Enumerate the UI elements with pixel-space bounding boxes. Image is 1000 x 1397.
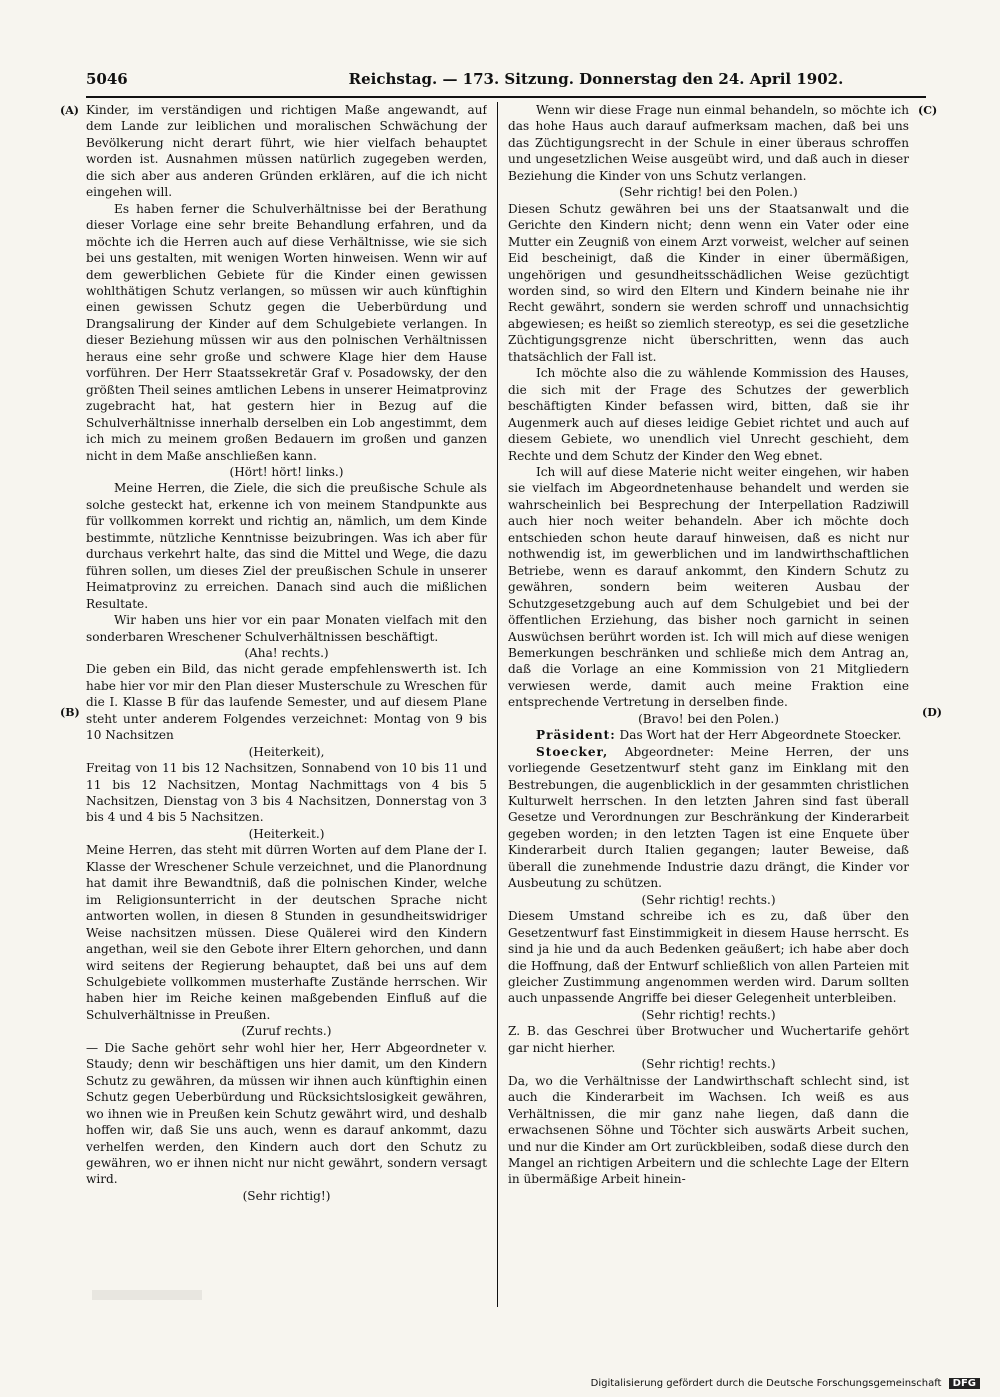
interjection: (Zuruf rechts.) — [241, 1024, 332, 1039]
right-text-column — [508, 102, 909, 1312]
interjection: (Heiterkeit), — [248, 744, 325, 759]
margin-mark-a: (A) — [60, 104, 79, 117]
paragraph: Wenn wir diese Frage nun einmal behandeln, so möchte ich das hohe Haus auch darauf aufmerksam machen, daß bei uns das Züchtigungsrecht in der Schule in einer überaus schroffen und ungesetzlichen Weise ausgeübt wird, und daß auch in dieser Beziehung die Kinder von uns Schutz verlangen. — [508, 103, 909, 183]
interjection: (Heiterkeit.) — [248, 826, 325, 841]
paragraph: Z. B. das Geschrei über Brotwucher und Wuchertarife gehört gar nicht hierher. — [508, 1024, 909, 1055]
paragraph: Präsident: Das Wort hat der Herr Abgeordnete Stoecker. — [536, 728, 902, 743]
page-header — [86, 66, 926, 92]
interjection: (Bravo! bei den Polen.) — [638, 711, 779, 726]
paragraph: Wir haben uns hier vor ein paar Monaten vielfach mit den sonderbaren Wreschener Schulverhältnissen beschäftigt. — [86, 613, 487, 644]
paragraph: Da, wo die Verhältnisse der Landwirthschaft schlecht sind, ist auch die Kinderarbeit im Wachsen. Ich weiß es aus Verhältnissen, die mir ganz nahe liegen, daß dann die erwachsenen Söhne und Töchter sich auswärts Arbeit suchen, und nur die Kinder am Ort zurückbleiben, sodaß diese durch den Mangel an richtigen Arbeitern und die schlechte Lage der Eltern in übermäßige Arbeit hinein- — [508, 1073, 909, 1187]
paragraph: Meine Herren, das steht mit dürren Worten auf dem Plane der I. Klasse der Wreschener Schule verzeichnet, und die Planordnung hat damit ihre Bewandtniß, daß die polnischen Kinder, welche im Religionsunterricht in der deutschen Sprache nicht antworten wollen, in diesen 8 Stunden in gesundheitswidriger Weise nachsitzen müssen. Diese Quälerei wird den Kindern angethan, weil sie den Gebote ihrer Eltern gehorchen, und dann wird seitens der Regierung behauptet, daß bei uns auf dem Schulgebiete vollkommen musterhafte Zustände herrschen. Wir haben hier im Reiche keinen maßgebenden Einfluß auf die Schulverhältnisse in Preußen. — [86, 843, 487, 1022]
paragraph: Freitag von 11 bis 12 Nachsitzen, Sonnabend von 10 bis 11 und 11 bis 12 Nachsitzen, Montag Nachmittags von 4 bis 5 Nachsitzen, Dienstag von 3 bis 4 Nachsitzen, Donnerstag von 3 bis 4 und 4 bis 5 Nachsitzen. — [86, 761, 487, 825]
dfg-logo: DFG — [949, 1378, 980, 1389]
interjection: (Sehr richtig! bei den Polen.) — [619, 185, 798, 200]
interjection: (Sehr richtig!) — [242, 1188, 331, 1203]
left-text-column — [86, 102, 487, 1312]
column-divider — [497, 102, 498, 1307]
speaker-name: Präsident: — [536, 728, 616, 743]
margin-mark-c: (C) — [918, 104, 938, 117]
header-rule — [86, 96, 926, 98]
footer — [591, 1378, 980, 1389]
interjection: (Hört! hört! links.) — [229, 464, 344, 479]
interjection: (Sehr richtig! rechts.) — [641, 1007, 776, 1022]
paragraph: — Die Sache gehört sehr wohl hier her, Herr Abgeordneter v. Staudy; denn wir beschäftigen uns hier damit, um den Kindern Schutz zu gewähren, da müssen wir ihnen auch künftighin einen Schutz gegen Ueberbürdung und Rücksichtslosigkeit gewähren, wo ihnen wie in Preußen kein Schutz gewährt wird, und deshalb hoffen wir, daß Sie uns auch, wenn es darauf ankommt, dazu verhelfen werden, den Kindern auch dort den Schutz zu gewähren, wo er ihnen nicht nur nicht gewährt, sondern versagt wird. — [86, 1040, 487, 1187]
interjection: (Sehr richtig! rechts.) — [641, 892, 776, 907]
margin-mark-b: (B) — [60, 706, 80, 719]
paragraph: Die geben ein Bild, das nicht gerade empfehlenswerth ist. Ich habe hier vor mir den Plan dieser Musterschule zu Wreschen für die I. Klasse B für das laufende Semester, und auf diesem Plane steht unter anderem Folgendes verzeichnet: Montag von 9 bis 10 Nachsitzen — [86, 662, 487, 743]
footer-credit: Digitalisierung gefördert durch die Deutsche Forschungsgemeinschaft — [590, 1378, 942, 1389]
interjection: (Aha! rechts.) — [244, 645, 329, 660]
interjection: (Sehr richtig! rechts.) — [641, 1057, 776, 1072]
page-number: 5046 — [86, 70, 128, 88]
paragraph: Es haben ferner die Schulverhältnisse bei der Berathung dieser Vorlage eine sehr breite Behandlung erfahren, und da möchte ich die Herren auch auf diese Verhältnisse, wie sie sich bei uns gestalten, mit wenigen Worten hinweisen. Wenn wir auf dem gewerblichen Gebiete für die Kinder einen gewissen wohlthätigen Schutz verlangen, so müssen wir auch künftighin einen gewissen Schutz gegen die Ueberbürdung und Drangsalirung der Kinder auf dem Schulgebiete verlangen. In dieser Beziehung müssen wir aus den polnischen Verhältnissen heraus eine sehr große und schwere Klage hier dem Hause vorführen. Der Herr Staatssekretär Graf v. Posadowsky, der den größten Theil seines amtlichen Lebens in unserer Heimatprovinz zugebracht hat, hat gestern hier in Bezug auf die Schulverhältnisse innerhalb derselben ein Lob angestimmt, dem ich mich zu meinem großen Bedauern im großen und ganzen nicht in dem Maße anschließen kann. — [86, 201, 487, 463]
paragraph: Kinder, im verständigen und richtigen Maße angewandt, auf dem Lande zur leiblichen und moralischen Schwächung der Bevölkerung nicht derart führt, wie hier vielfach behauptet worden ist. Ausnahmen müssen natürlich zugegeben werden, die sich aber aus anderen Gründen erklären, auf die ich nicht eingehen will. — [86, 103, 487, 200]
page-title: Reichstag. — 173. Sitzung. Donnerstag den 24. April 1902. — [348, 70, 844, 88]
paragraph: Meine Herren, die Ziele, die sich die preußische Schule als solche gesteckt hat, erkenne ich von meinem Standpunkte aus für vollkommen korrekt und richtig an, nämlich, um dem Kinde bestimmte, nützliche Kenntnisse beizubringen. Was ich aber für durchaus verkehrt halte, das sind die Mittel und Wege, die dazu führen sollen, um dieses Ziel der preußischen Schule in unserer Heimatprovinz zu erreichen. Danach sind auch die mißlichen Resultate. — [86, 481, 487, 611]
paragraph: Diesen Schutz gewähren bei uns der Staatsanwalt und die Gerichte den Kindern nicht; denn wenn ein Vater oder eine Mutter ein Zeugniß von einem Arzt vorweist, welcher auf seinen Eid bescheinigt, daß die Kinder in einer übermäßigen, ungehörigen und gesundheitsschädlichen Weise gezüchtigt worden sind, so wird den Eltern und Kindern beinahe nie ihr Recht gewährt, sondern sie werden schroff und unnachsichtig abgewiesen; es heißt so ziemlich stereotyp, es sei die gesetzliche Züchtigungsgrenze nicht überschritten, wenn das auch thatsächlich der Fall ist. — [508, 201, 909, 364]
paragraph: Stoecker, Abgeordneter: Meine Herren, der uns vorliegende Gesetzentwurf steht ganz im Einklang mit den Bestrebungen, die augenblicklich in der gesammten christlichen Kulturwelt herrschen. In den letzten Jahren sind fast überall Gesetze und Verordnungen zur Beschränkung der Kinderarbeit gegeben worden; in den letzten Tagen ist eine Enquete über Kinderarbeit durch Italien gegangen; lauter Beweise, daß überall die zunehmende Industrie dazu drängt, die Kinder vor Ausbeutung zu schützen. — [508, 744, 909, 891]
print-smudge — [92, 1290, 202, 1300]
paragraph: Diesem Umstand schreibe ich es zu, daß über den Gesetzentwurf fast Einstimmigkeit in diesem Hause herrscht. Es sind ja hie und da auch Bedenken geäußert; ich habe aber doch die Hoffnung, daß der Entwurf schließlich von allen Parteien mit gleicher Zustimmung angenommen werden wird. Darum sollten auch unpassende Angriffe bei dieser Gelegenheit unterbleiben. — [508, 909, 909, 1006]
paragraph: Ich will auf diese Materie nicht weiter eingehen, wir haben sie vielfach im Abgeordnetenhause behandelt und werden sie wahrscheinlich bei Besprechung der Interpellation Radziwill auch hier noch weiter behandeln. Aber ich möchte doch entschieden schon heute darauf hinweisen, daß es nicht nur nothwendig ist, im gewerblichen und im landwirthschaftlichen Betriebe, wenn es darauf ankommt, den Kindern Schutz zu gewähren, sondern beim weiteren Ausbau der Schutzgesetzgebung auch auf dem Schulgebiet und bei der öffentlichen Erziehung, das bisher noch garnicht in seinen Auswüchsen berührt worden ist. Ich will mich auf diese wenigen Bemerkungen beschränken und schließe mich dem Antrag an, daß die Vorlage an eine Kommission von 21 Mitgliedern verwiesen werde, damit auch meine Fraktion eine entsprechende Vertretung in derselben finde. — [508, 464, 909, 710]
paragraph: Ich möchte also die zu wählende Kommission des Hauses, die sich mit der Frage des Schutzes der gewerblich beschäftigten Kinder befassen wird, bitten, daß sie ihr Augenmerk auch auf dieses leidige Gebiet richtet und auch auf diesem Gebiete, wo unendlich viel Unrecht geschieht, dem Rechte und dem Schutz der Kinder den Weg ebnet. — [508, 366, 909, 463]
speaker-name: Stoecker, — [536, 744, 609, 759]
margin-mark-d: (D) — [922, 706, 942, 719]
